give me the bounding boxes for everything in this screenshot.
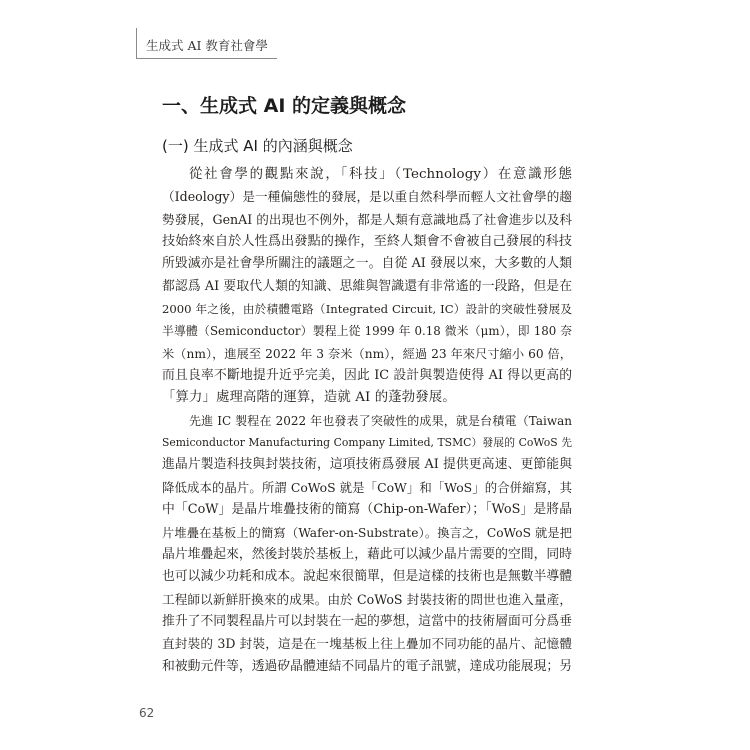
chapter-heading: 一、生成式 AI 的定義與概念 [162, 95, 407, 117]
body-text [162, 164, 572, 678]
body-line: 片堆疊在基板上的簡寫（Wafer-on-Substrate）。換言之，CoWoS 就是把 [162, 525, 572, 540]
body-line: 從社會學的觀點來說，「科技」（Technology）在意識形態 [189, 167, 572, 182]
body-line: 推升了不同製程晶片可以封裝在一起的夢想，這當中的技術層面可分爲垂 [162, 613, 572, 629]
body-line: 也可以減少功耗和成本。說起來很簡單，但是這樣的技術也是無數半導體 [162, 569, 572, 585]
body-line: 米（nm），進展至 2022 年 3 奈米（nm），經過 23 年來尺寸縮小 60 倍， [162, 346, 572, 361]
body-line: 勢發展，GenAI 的出現也不例外，都是人類有意識地爲了社會進步以及科 [162, 211, 572, 227]
paragraph-2 [162, 410, 572, 678]
body-line: 工程師以新鮮肝換來的成果。由於 CoWoS 封裝技術的問世也進入量產， [162, 591, 572, 607]
section-heading: (一) 生成式 AI 的內涵與概念 [162, 137, 353, 155]
body-line: 中「CoW」是晶片堆疊技術的簡寫（Chip-on-Wafer）；「WoS」是將晶 [162, 502, 572, 518]
body-line: 都認爲 AI 要取代人類的知識、思維與智識還有非常遙的一段路，但是在 [162, 278, 572, 294]
body-line: 而且良率不斷地提升近乎完美，因此 IC 設計與製造使得 AI 得以更高的 [162, 368, 572, 384]
body-line: 半導體（Semiconductor）製程上從 1999 年 0.18 微米（μm），即 180 奈 [162, 324, 572, 339]
body-line: 進晶片製造科技與封裝技術，這項技術爲發展 AI 提供更高速、更節能與 [162, 457, 572, 473]
body-line: 直封裝的 3D 封裝，這是在一塊基板上往上疊加不同功能的晶片、記憶體 [162, 636, 572, 652]
body-line: 降低成本的晶片。所謂 CoWoS 就是「CoW」和「WoS」的合併縮寫，其 [162, 479, 572, 495]
body-line: 先進 IC 製程在 2022 年也發表了突破性的成果，就是台積電（Taiwan [189, 413, 572, 428]
body-line: Semiconductor Manufacturing Company Limited, TSMC）發展的 CoWoS 先 [162, 436, 572, 450]
body-line: （Ideology）是一種偏態性的發展，是以重自然科學而輕人文社會學的趨 [162, 189, 572, 205]
body-line: 所毀滅亦是社會學所關注的議題之一。自從 AI 發展以來，大多數的人類 [162, 256, 572, 272]
body-line: 「算力」處理高階的運算，造就 AI 的蓬勃發展。 [162, 390, 456, 406]
running-head-title: 生成式 AI 教育社會學 [146, 38, 268, 53]
running-head [136, 34, 277, 59]
body-line: 2000 年之後，由於積體電路（Integrated Circuit, IC）設計的突破性發展及 [162, 302, 572, 317]
page-number: 62 [139, 706, 155, 720]
paragraph-1 [162, 164, 572, 410]
body-line: 和被動元件等，透過矽晶體連結不同晶片的電子訊號，達成功能展現；另 [162, 658, 572, 674]
body-line: 晶片堆疊起來，然後封裝於基板上，藉此可以減少晶片需要的空間，同時 [162, 546, 572, 562]
body-line: 技始終來自於人性爲出發點的操作，至終人類會不會被自己發展的科技 [162, 234, 572, 250]
